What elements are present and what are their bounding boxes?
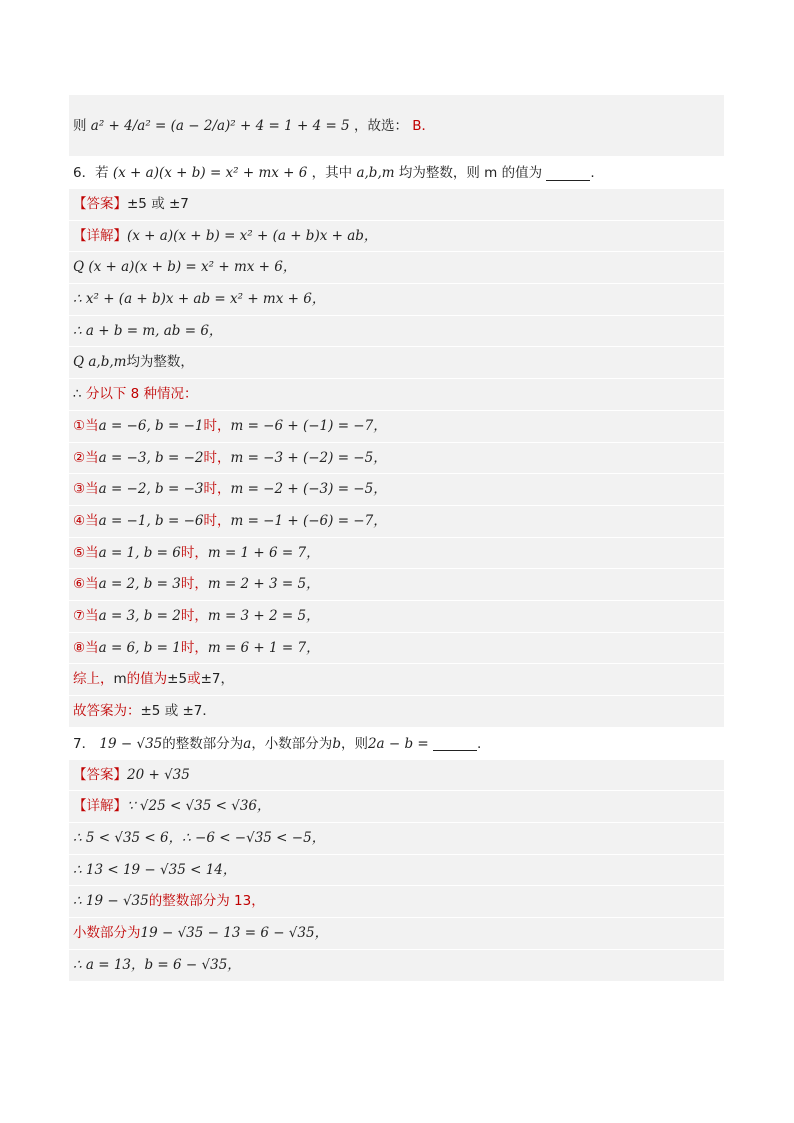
- detail-line: ∴ 5 < √35 < 6，∴ −6 < −√35 < −5，: [69, 823, 724, 855]
- detail-line: ∴ 19 − √35的整数部分为 13，: [69, 886, 724, 918]
- detail-line: ∴ x² + (a + b)x + ab = x² + mx + 6，: [69, 284, 724, 316]
- case-line: ③当a = −2, b = −3时，m = −2 + (−3) = −5，: [69, 474, 724, 506]
- case-line: ⑥当a = 2, b = 3时，m = 2 + 3 = 5，: [69, 569, 724, 601]
- question-7: 7． 19 − √35的整数部分为a，小数部分为b，则2a − b = .: [69, 728, 724, 760]
- math-expression: a² + 4/a² = (a − 2/a)² + 4 = 1 + 4 = 5: [90, 118, 350, 134]
- detail-line: ∴ a = 13，b = 6 − √35，: [69, 950, 724, 982]
- detail-line: 【详解】∵ √25 < √35 < √36，: [69, 791, 724, 823]
- case-line: ⑧当a = 6, b = 1时，m = 6 + 1 = 7，: [69, 633, 724, 665]
- solution-line: 则 a² + 4/a² = (a − 2/a)² + 4 = 1 + 4 = 5 ，故选： B．: [69, 95, 724, 157]
- detail-line: 【详解】(x + a)(x + b) = x² + (a + b)x + ab，: [69, 221, 724, 253]
- case-line: ②当a = −3, b = −2时，m = −3 + (−2) = −5，: [69, 443, 724, 475]
- previous-solution-block: [69, 95, 724, 157]
- case-line: ④当a = −1, b = −6时，m = −1 + (−6) = −7，: [69, 506, 724, 538]
- final-answer-line: 故答案为：±5 或 ±7．: [69, 696, 724, 728]
- summary-line: 综上，m的值为±5或±7，: [69, 664, 724, 696]
- answer-blank[interactable]: [433, 736, 477, 751]
- answer-blank[interactable]: [546, 166, 590, 181]
- detail-line: ∴ 分以下 8 种情况：: [69, 379, 724, 411]
- detail-line: ∴ a + b = m, ab = 6，: [69, 316, 724, 348]
- detail-line: Q (x + a)(x + b) = x² + mx + 6，: [69, 252, 724, 284]
- detail-line: 小数部分为19 − √35 − 13 = 6 − √35，: [69, 918, 724, 950]
- document-page: [69, 95, 724, 982]
- case-line: ⑤当a = 1, b = 6时，m = 1 + 6 = 7，: [69, 538, 724, 570]
- detail-line: Q a,b,m均为整数，: [69, 347, 724, 379]
- question-6-solution: [69, 189, 724, 728]
- detail-line: ∴ 13 < 19 − √35 < 14，: [69, 855, 724, 887]
- answer-line: 【答案】±5 或 ±7: [69, 189, 724, 221]
- case-line: ⑦当a = 3, b = 2时，m = 3 + 2 = 5，: [69, 601, 724, 633]
- question-6: 6．若 (x + a)(x + b) = x² + mx + 6 ，其中 a,b,m 均为整数，则 m 的值为 .: [69, 157, 724, 189]
- question-7-solution: [69, 760, 724, 982]
- answer-line: 【答案】20 + √35: [69, 760, 724, 792]
- case-line: ①当a = −6, b = −1时，m = −6 + (−1) = −7，: [69, 411, 724, 443]
